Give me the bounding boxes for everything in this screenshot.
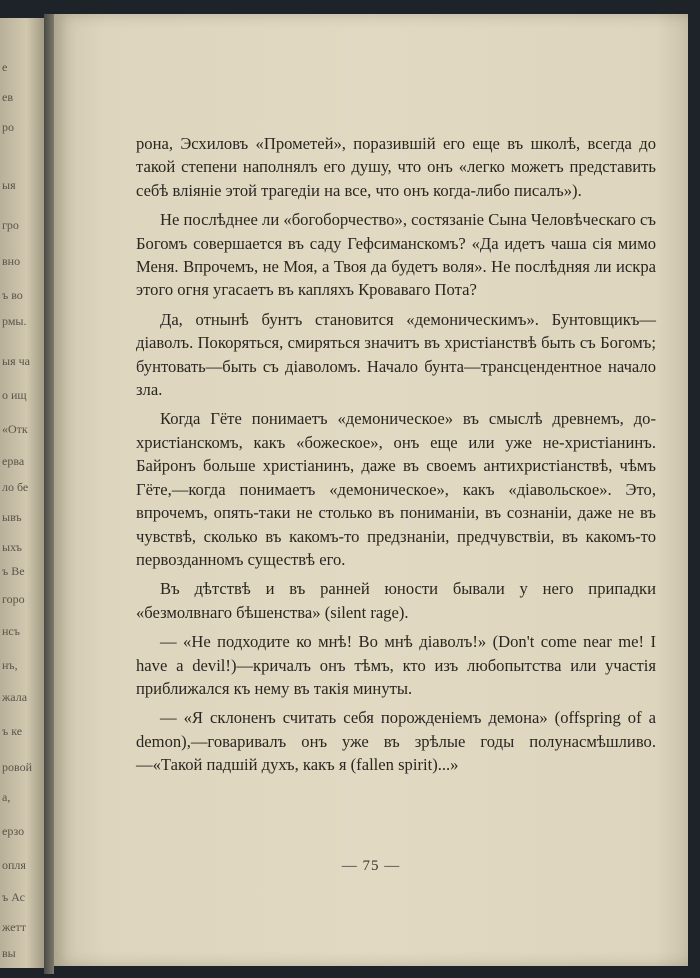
left-page-fragment: гро [2, 218, 19, 232]
left-page-fragment: нсъ [2, 624, 20, 638]
left-page-fragment: ерзо [2, 824, 25, 838]
paragraph: Когда Гёте понимаетъ «демоническое» въ смыслѣ древнемъ, до-христіанскомъ, какъ «божеское», онъ еще или уже не-христіанинъ. Байронъ больше христіанинъ, даже въ своемъ антихристіанствѣ, чѣмъ Гёте,—когда понимаетъ «демоническое», какъ «діавольское». Это, впрочемъ, опять-таки не столько въ пониманіи, въ сознаніи, даже не въ чувствѣ, сколько въ какомъ-то предзнаніи, предчувствіи, въ какомъ-то первозданномъ существѣ его. [136, 409, 656, 569]
left-page-fragment: ерва [2, 454, 25, 468]
book-page [54, 14, 688, 966]
left-page-fragment: а, [2, 790, 11, 804]
left-page-fragment: о ищ [2, 388, 27, 402]
paragraph: — «Я склоненъ считать себя порожденіемъ демона» (offspring of a demon),—говаривалъ онъ уже въ зрѣлые годы полунасмѣшливо.—«Такой падшій духъ, какъ я (fallen spirit)...» [136, 708, 656, 775]
left-page-fragment: вы [2, 946, 16, 960]
left-page-fragment: жетт [2, 920, 26, 934]
left-page-fragment: е [2, 60, 8, 74]
left-page-fragment: ыя [2, 178, 16, 192]
paragraph: — «Не подходите ко мнѣ! Во мнѣ діаволъ!» (Don't come near me! I have a devil!)—кричалъ онъ тѣмъ, кто изъ любопытства или участія приближался къ нему въ такія минуты. [136, 632, 656, 698]
left-page-fragment: опля [2, 858, 26, 872]
paragraph: Да, отнынѣ бунтъ становится «демоническимъ». Бунтовщикъ—діаволъ. Покоряться, смиряться значитъ въ христіанствѣ быть съ Богомъ; бунтовать—быть съ діаволомъ. Начало бунта—трансцендентное начало зла. [136, 309, 656, 400]
paragraph: Не послѣднее ли «богоборчество», состязаніе Сына Человѣческаго съ Богомъ совершается въ саду Гефсиманскомъ? «Да идетъ чаша сія мимо Меня. Впрочемъ, не Моя, а Твоя да будетъ воля». Не послѣдняя ли искра этого огня угасаетъ въ капляхъ Кроваваго Пота? [136, 210, 656, 300]
left-page-fragment: ровой [2, 760, 33, 774]
paragraph: Въ дѣтствѣ и въ ранней юности бывали у него припадки «безмолвнаго бѣшенства» (silent rage). [136, 579, 656, 622]
left-page-edge [0, 18, 44, 968]
left-page-fragment: ъ Ве [2, 564, 25, 578]
left-page-fragment: «Отк [2, 422, 28, 436]
page-number: — 75 — [341, 858, 401, 874]
left-page-fragment: ро [2, 120, 14, 134]
book-gutter [44, 14, 54, 974]
left-page-fragment: жала [2, 690, 28, 704]
left-page-fragment: ъ во [2, 288, 23, 302]
left-page-fragment: ыхъ [2, 540, 22, 554]
paragraph: рона, Эсхиловъ «Прометей», поразившій его еще въ школѣ, всегда до такой степени наполнялъ его душу, что онъ «легко можетъ представить себѣ вліяніе этой трагедіи на все, что онъ когда-либо писалъ»). [136, 134, 656, 200]
left-page-fragment: вно [2, 254, 21, 268]
left-page-fragment: ывъ [2, 510, 22, 524]
left-page-fragment: нъ, [2, 658, 18, 672]
left-page-fragment: рмы. [2, 314, 27, 328]
left-page-fragment: ло бе [2, 480, 29, 494]
page-body [136, 132, 656, 783]
left-page-fragment: ъ ке [2, 724, 23, 738]
left-page-fragment: ыя ча [2, 354, 30, 368]
left-page-fragment: ев [2, 90, 13, 104]
left-page-fragment: ъ Ас [2, 890, 25, 904]
left-page-fragment: горо [2, 592, 25, 606]
